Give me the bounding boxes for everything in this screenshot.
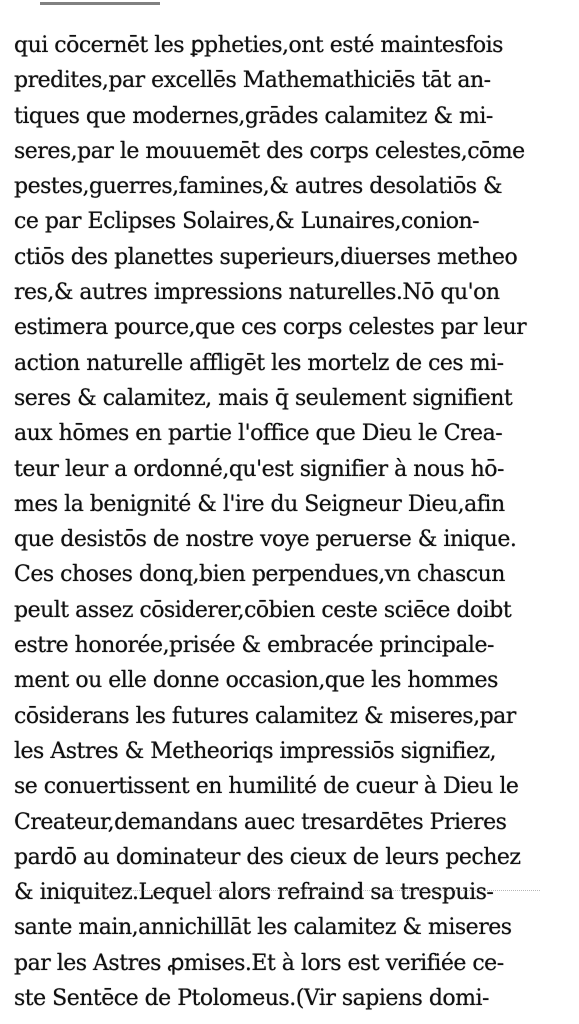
text-line: estimera pource,que ces corps celestes par leur	[14, 315, 527, 341]
text-line: action naturelle affligēt les mortelz de ces mi-	[14, 350, 504, 376]
text-line: ctiōs des planettes superieurs,diuerses metheo	[14, 244, 518, 270]
text-line: teur leur a ordonné,qu'est signifier à nous hō-	[14, 456, 504, 482]
text-line: Ces choses donq,bien perpendues,vn chascun	[14, 562, 505, 588]
text-line: predites,par excellēs Mathemathiciēs tāt an-	[14, 68, 491, 94]
text-line: ste Sentēce de Ptolomeus.(Vir sapiens domi-	[14, 986, 489, 1012]
text-line: par les Astres ꝓmises.Et à lors est verifiée ce-	[14, 950, 504, 976]
text-line: tiques que modernes,grādes calamitez & mi-	[14, 103, 493, 129]
text-line: se conuertissent en humilité de cueur à Dieu le	[14, 774, 519, 800]
text-line: seres,par le mouuemēt des corps celestes,cōme	[14, 138, 525, 164]
top-ink-mark	[40, 2, 160, 5]
text-line: aux hōmes en partie l'office que Dieu le Crea-	[14, 421, 503, 447]
text-line: pardō au dominateur des cieux de leurs pechez	[14, 844, 521, 870]
text-line: mes la benignité & l'ire du Seigneur Dieu,afin	[14, 491, 505, 517]
text-line: & iniquitez.Lequel alors refraind sa trespuis-	[14, 880, 494, 906]
text-block	[14, 28, 544, 1016]
text-line: ce par Eclipses Solaires,& Lunaires,conion-	[14, 209, 480, 235]
text-line: cōsiderans les futures calamitez & miseres,par	[14, 703, 516, 729]
text-line: ment ou elle donne occasion,que les hommes	[14, 668, 498, 694]
text-line: estre honorée,prisée & embracée principale-	[14, 633, 494, 659]
text-line: peult assez cōsiderer,cōbien ceste sciēce doibt	[14, 597, 512, 623]
text-line: sante main,annichillāt les calamitez & miseres	[14, 915, 512, 941]
text-line: Createur,demandans auec tresardētes Prieres	[14, 809, 507, 835]
text-line: qui cōcernēt les ꝑpheties,ont esté maintesfois	[14, 33, 503, 58]
text-line: pestes,guerres,famines,& autres desolatiōs &	[14, 174, 503, 200]
text-line: que desistōs de nostre voye peruerse & inique.	[14, 527, 517, 553]
bottom-ink-mark	[70, 890, 540, 897]
text-line: les Astres & Metheoriqs impressiōs signifiez,	[14, 738, 497, 764]
text-line: seres & calamitez, mais q̄ seulement signifient	[14, 385, 513, 411]
text-line: res,& autres impressions naturelles.Nō qu'on	[14, 280, 500, 306]
